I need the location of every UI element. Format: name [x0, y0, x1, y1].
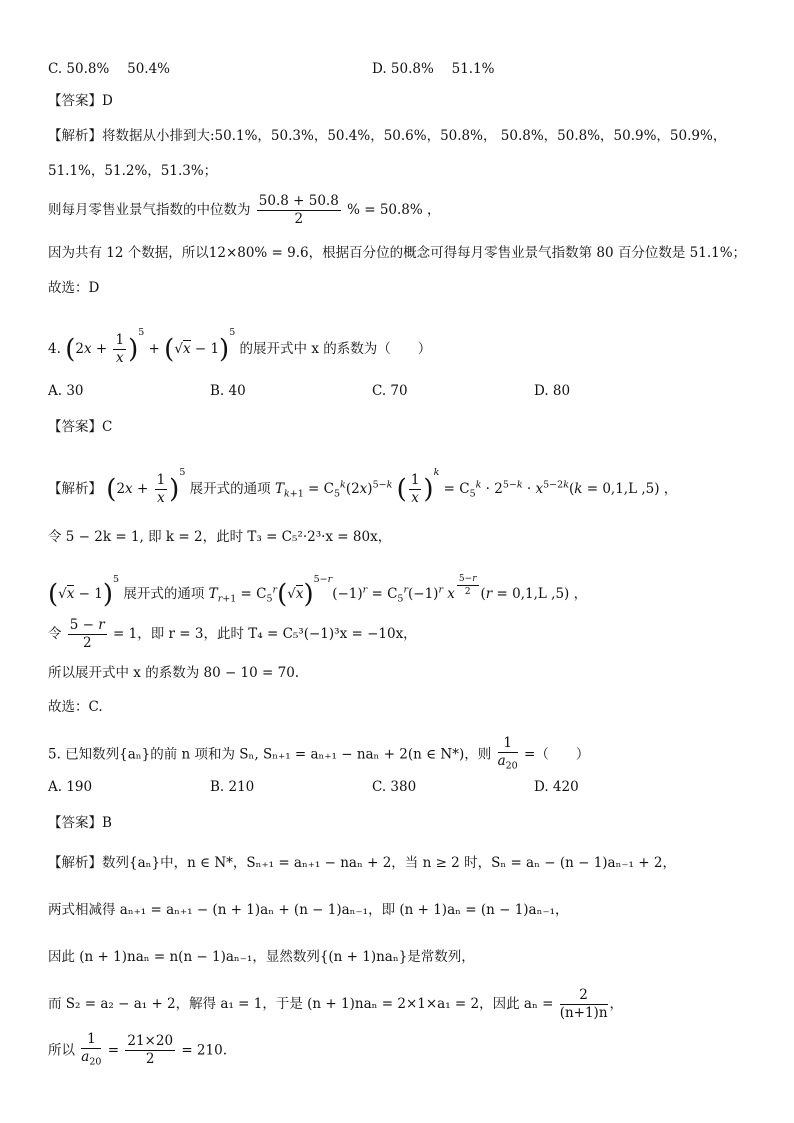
q4-option-a: A. 30: [48, 383, 84, 399]
q5-answer: 【答案】B: [48, 815, 112, 831]
q4-stem: 4. (2x + $\frac{1}{x}$ )$^5 + (√x - 1)^5$ 的展开式中 x 的系数为（ ）: [48, 327, 432, 366]
q4-solution-line4: 令 $\frac{5 - r}{2}$ = 1，即 r = 3，此时 T₄ = C₅³(−1)³x = −10x，: [48, 617, 417, 651]
q5-option-c: C. 380: [372, 779, 417, 795]
q4-expression: (2x + $\frac{1}{x}$ )$^5 + (√x - 1)^5$: [65, 327, 236, 366]
q4-solution-line3: $(√x - 1)^5$ 展开式的通项 $T_{r+1} = C_5^r(√x)^{5-r}(-1)^r = C_5^r(-1)^r$ x $^{\frac{5-r}{2}}$ (r = 0,1,L ,5) ，: [48, 574, 588, 610]
q5-solution-line5: 所以 $\frac{1}{a_{20}}$ = $\frac{21\times 20}{2}$ = 210.: [48, 1031, 227, 1068]
q3-option-d: D. 50.8% 51.1%: [372, 61, 495, 77]
q5-option-b: B. 210: [210, 779, 255, 795]
q4-option-d: D. 80: [534, 383, 571, 399]
q4-answer: 【答案】C: [48, 419, 113, 435]
q4-option-b: B. 40: [210, 383, 246, 399]
q3-answer: 【答案】D: [48, 93, 113, 109]
q3-percentile-line: 因为共有 12 个数据，所以12×80% = 9.6，根据百分位的概念可得每月零售业景气指数第 80 百分位数是 51.1%；: [48, 245, 747, 261]
q4-solution-line1: 【解析】 (2x + $\frac{1}{x}$ )$^5$ 展开式的通项 $T_{k+1} = C_5^k(2x)^{5-k}$ ( $\frac{1}{x}$ )$^k = C_5^k \cdot 2^{5-k} \cdot x^{5-2k}(k = 0,1,L$ ,5) ，: [48, 467, 678, 506]
q5-option-a: A. 190: [48, 779, 93, 795]
q3-solution-line2: 51.1%，51.2%，51.3%；: [48, 163, 218, 179]
q5-solution-line1: 【解析】数列{aₙ}中，n ∈ N*，Sₙ₊₁ = aₙ₊₁ − naₙ + 2，当 n ≥ 2 时，Sₙ = aₙ − (n − 1)aₙ₋₁ + 2，: [48, 855, 676, 871]
q5-option-d: D. 420: [534, 779, 579, 795]
q5-solution-line2: 两式相减得 aₙ₊₁ = aₙ₊₁ − (n + 1)aₙ + (n − 1)aₙ₋₁，即 (n + 1)aₙ = (n − 1)aₙ₋₁，: [48, 902, 569, 918]
q5-stem: 5. 已知数列{aₙ}的前 n 项和为 Sₙ, Sₙ₊₁ = aₙ₊₁ − naₙ + 2(n ∈ N*)，则 $\frac{1}{a_{20}}$ =（ ）: [48, 735, 590, 772]
median-fraction: $\frac{50.8 + 50.8}{2}$: [258, 193, 339, 227]
q4-solution-line2: 令 5 − 2k = 1, 即 k = 2，此时 T₃ = C₅²·2³·x = 80x，: [48, 529, 392, 545]
q3-solution-line1: 【解析】将数据从小排到大:50.1%，50.3%，50.4%，50.6%，50.8%， 50.8%，50.8%，50.9%，50.9%，: [48, 128, 727, 144]
q3-choose: 故选：D: [48, 280, 100, 296]
q3-median-line: 则每月零售业景气指数的中位数为 $\frac{50.8 + 50.8}{2}$ % = 50.8% ，: [48, 193, 441, 227]
q3-option-c: C. 50.8% 50.4%: [48, 61, 170, 77]
q4-choose: 故选：C.: [48, 699, 103, 715]
q4-solution-line5: 所以展开式中 x 的系数为 80 − 10 = 70.: [48, 665, 300, 681]
q5-solution-line3: 因此 (n + 1)naₙ = n(n − 1)aₙ₋₁，显然数列{(n + 1)naₙ}是常数列，: [48, 949, 475, 965]
q4-option-c: C. 70: [372, 383, 408, 399]
q5-solution-line4: 而 S₂ = a₂ − a₁ + 2，解得 a₁ = 1，于是 (n + 1)naₙ = 2×1×a₁ = 2，因此 aₙ = $\frac{2}{(n+1)n}$ ，: [48, 987, 624, 1021]
